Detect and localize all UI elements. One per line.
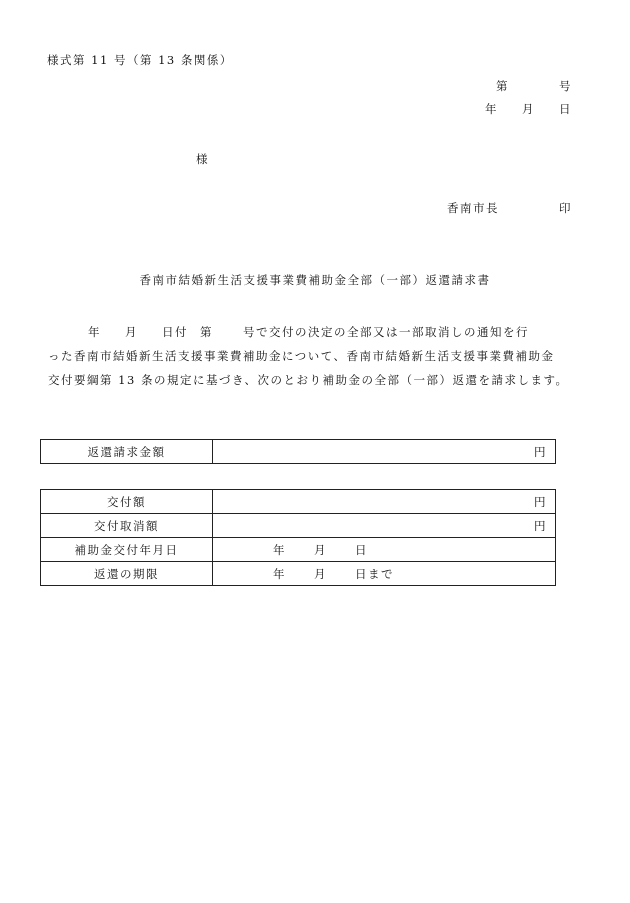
body-day-dated: 日付 [162,325,188,339]
doc-no-prefix: 第 [496,79,509,93]
deadline-month: 月 [314,566,327,581]
deadline-year: 年 [273,566,286,581]
table-row [41,538,556,562]
deadline-day: 日まで [355,566,394,581]
refund-deadline-label: 返還の期限 [41,562,213,586]
table-row [41,562,556,586]
table-row [41,440,556,464]
refund-amount-label: 返還請求金額 [41,440,213,464]
date-year: 年 [485,102,498,116]
document-title: 香南市結婚新生活支援事業費補助金全部（一部）返還請求書 [139,273,491,287]
cancelled-amount-value: 円 [213,514,556,538]
body-no-prefix: 第 [200,325,213,339]
body-line-3: 交付要綱第 13 条の規定に基づき、次のとおり補助金の全部（一部）返還を請求します。 [48,373,569,387]
form-number: 様式第 11 号（第 13 条関係） [47,53,233,67]
body-line-1-rest: 号で交付の決定の全部又は一部取消しの通知を行 [243,325,529,339]
refund-amount-table [40,439,556,464]
body-line-2: った香南市結婚新生活支援事業費補助金について、香南市結婚新生活支援事業費補助金 [48,349,555,363]
grant-date-year: 年 [273,542,286,557]
refund-deadline-value [213,562,556,586]
body-year: 年 [88,325,101,339]
body-month: 月 [125,325,138,339]
grant-amount-label: 交付額 [41,490,213,514]
document-number [496,78,572,94]
issue-date [485,101,572,117]
doc-no-suffix: 号 [559,79,572,93]
issuer [447,200,572,216]
grant-date-value [213,538,556,562]
body-line-1 [48,320,569,344]
date-month: 月 [522,102,535,116]
grant-date-label: 補助金交付年月日 [41,538,213,562]
table-row [41,514,556,538]
grant-date-day: 日 [355,542,368,557]
mayor-title: 香南市長 [447,201,499,215]
cancelled-amount-label: 交付取消額 [41,514,213,538]
body-text [48,320,569,392]
addressee: 様 [196,152,209,166]
grant-date-month: 月 [314,542,327,557]
grant-amount-value: 円 [213,490,556,514]
refund-amount-value: 円 [213,440,556,464]
seal-mark: 印 [559,201,572,215]
date-day: 日 [559,102,572,116]
table-row [41,490,556,514]
grant-details-table [40,489,556,586]
